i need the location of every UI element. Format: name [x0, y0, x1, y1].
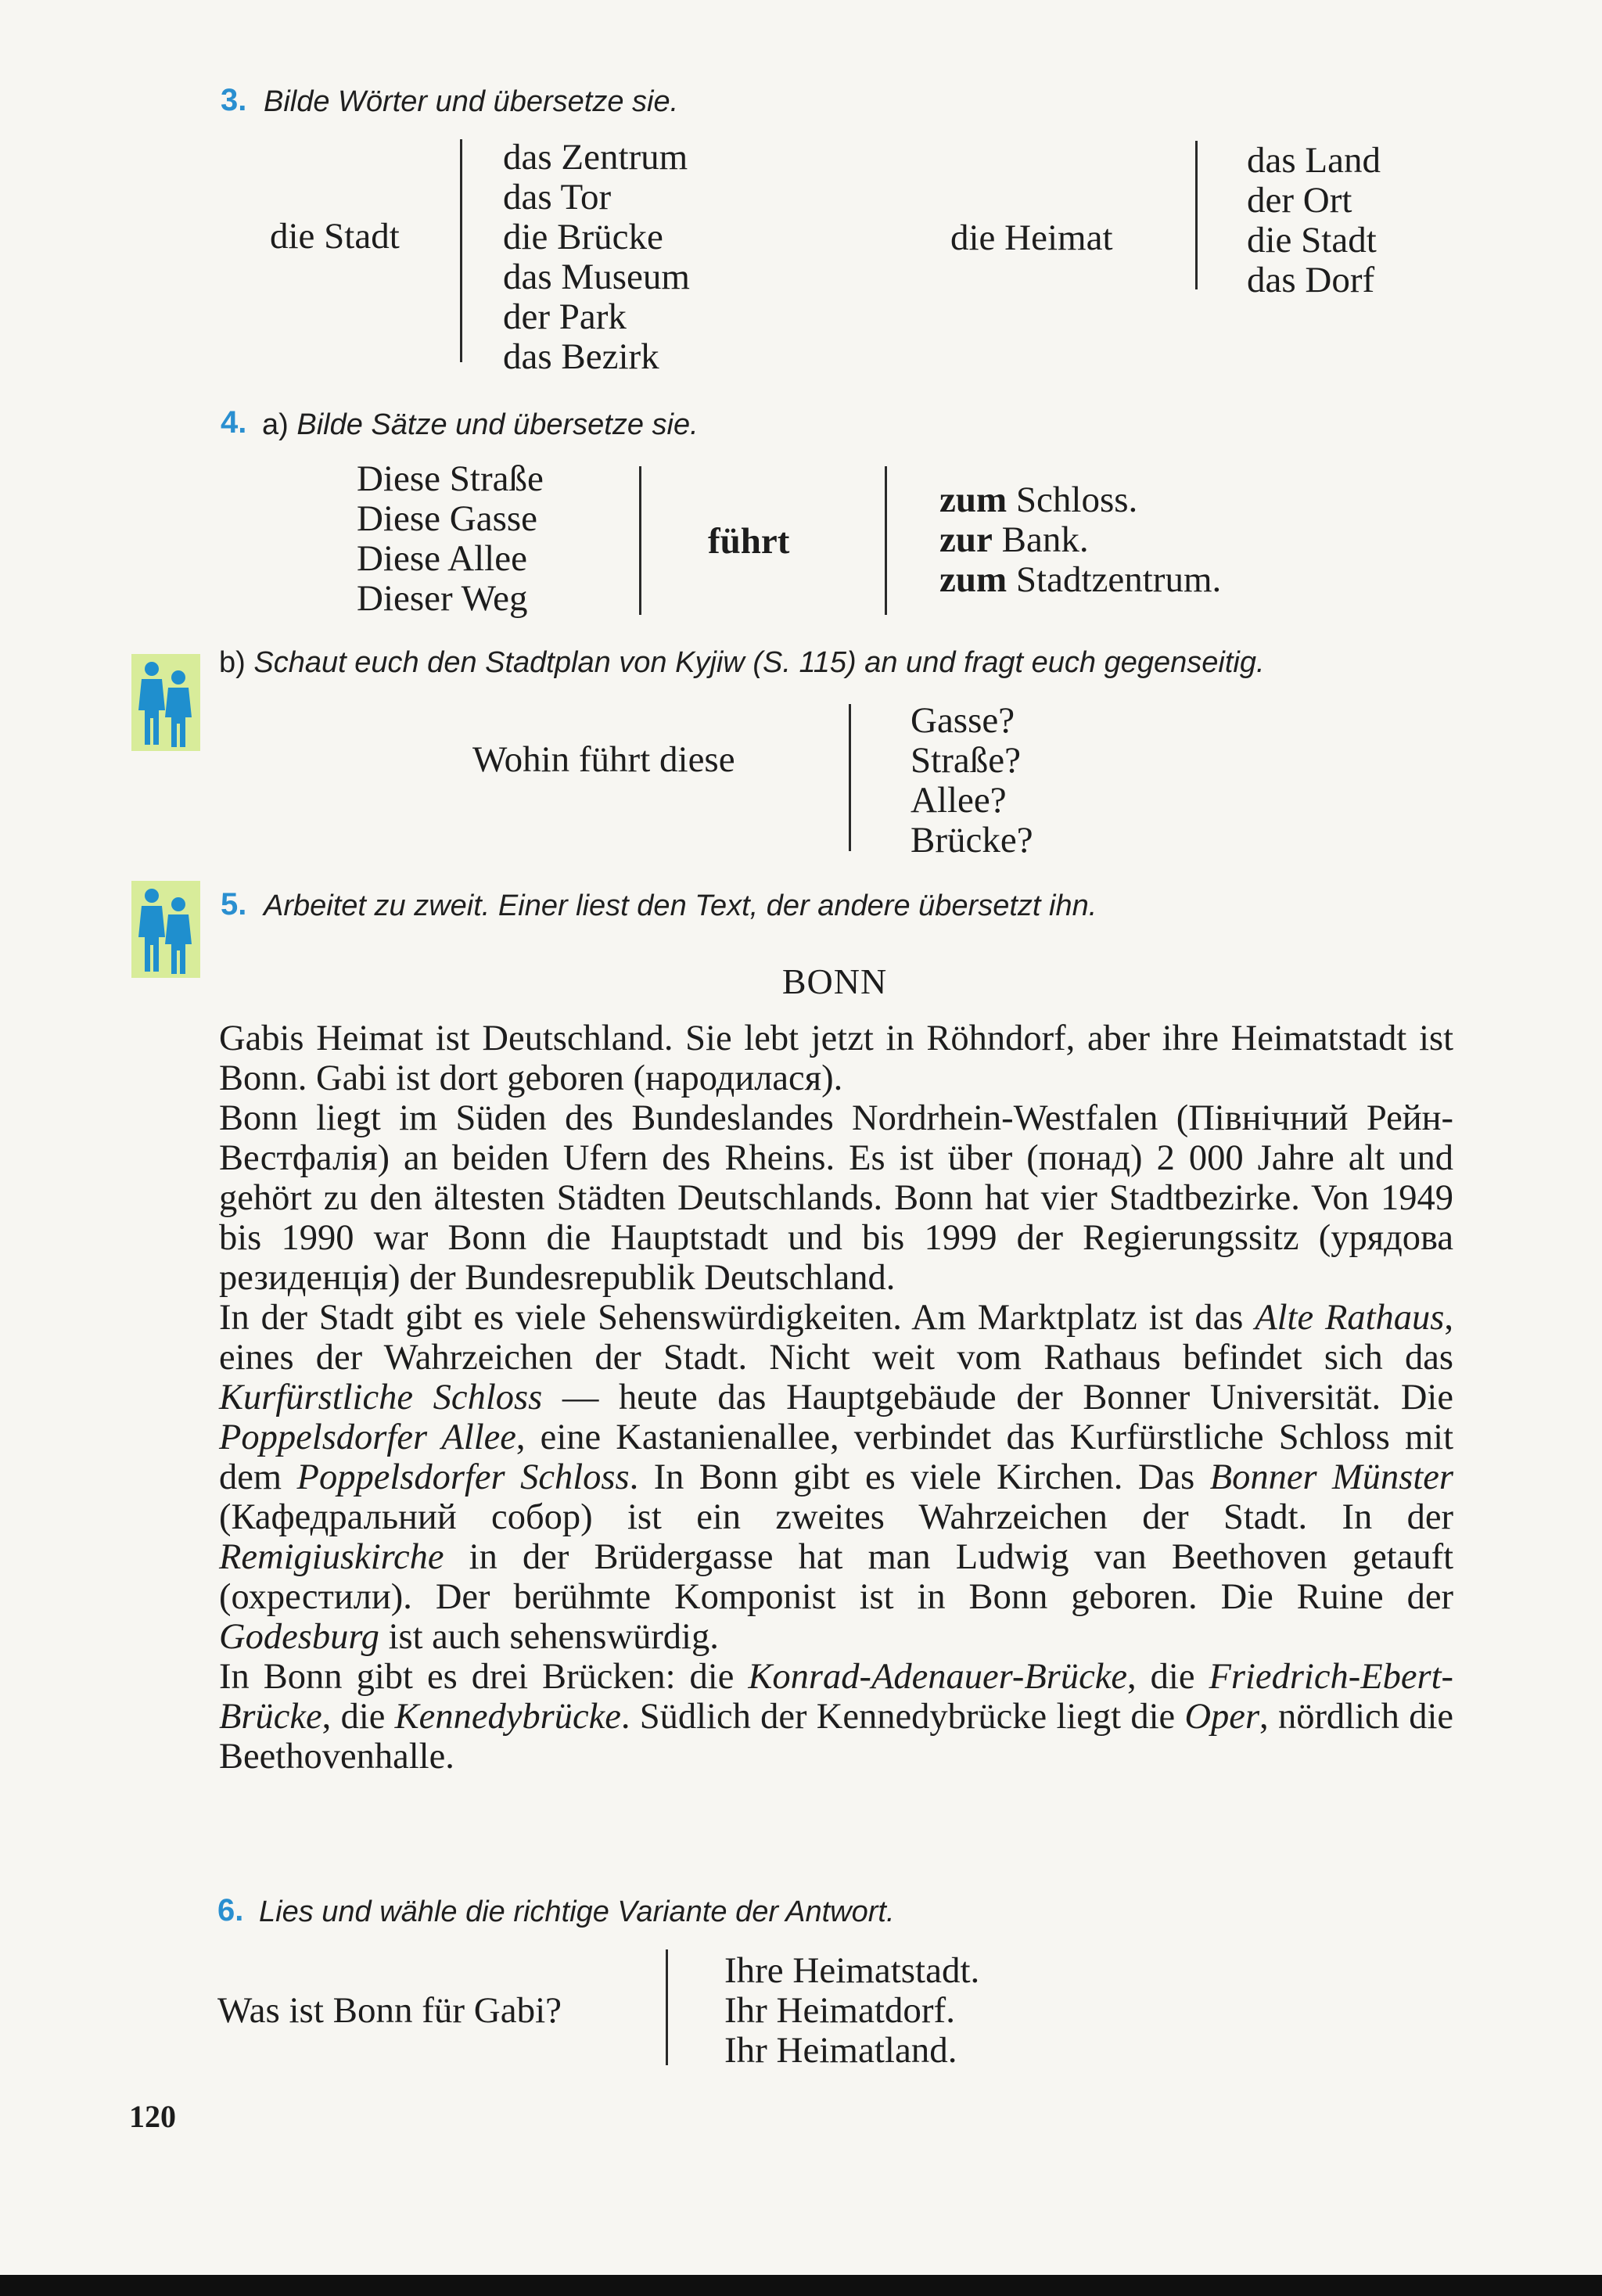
text-segment: , eines der Wahrzeichen der Stadt. Nicht weit vom Rathaus befindet sich das: [219, 1298, 1453, 1378]
paragraph: [219, 1298, 1453, 1657]
ex4-divider-1: [639, 466, 641, 615]
italic-term: Godesburg: [219, 1617, 379, 1657]
option-item: Gasse?: [911, 700, 1015, 741]
ex4-verb: führt: [708, 521, 790, 562]
text-segment: in der Brüdergasse hat man Ludwig van Beethoven getauft (охрестили). Der berühmte Komponist ist in Bonn geboren. Die Ruine der: [219, 1537, 1453, 1617]
ex3-instruction: Bilde Wörter und übersetze sie.: [264, 85, 679, 118]
text-segment: , die: [321, 1697, 395, 1737]
word-item: das Museum: [503, 257, 690, 297]
text-segment: (Кафедральний собор) ist ein zweites Wahrzeichen der Stadt. In der: [219, 1497, 1453, 1537]
italic-term: Kennedybrücke: [394, 1697, 621, 1737]
paragraph: [219, 1657, 1453, 1777]
target-item: zum Schloss.: [939, 480, 1138, 520]
text-segment: , die: [1127, 1657, 1209, 1697]
ex4a-instruction: [262, 408, 699, 442]
italic-term: Poppelsdorfer Allee: [219, 1417, 516, 1457]
word-item: das Bezirk: [503, 336, 659, 377]
ex4-number: 4.: [221, 405, 247, 440]
italic-term: Poppelsdorfer Schloss: [296, 1457, 630, 1497]
ex3-left-divider: [460, 139, 462, 362]
option-item: Ihre Heimatstadt.: [724, 1950, 980, 1991]
italic-term: Friedrich-Ebert-Brücke: [219, 1657, 1454, 1737]
word-item: das Land: [1247, 140, 1381, 181]
word-item: die Stadt: [1247, 220, 1377, 261]
italic-term: Kurfürstliche Schloss: [219, 1378, 543, 1417]
target-item: zur Bank.: [939, 519, 1089, 560]
ex6-question: Was ist Bonn für Gabi?: [217, 1990, 562, 2031]
ex4b-divider: [849, 704, 851, 851]
ex6-number: 6.: [217, 1893, 244, 1928]
ex4b-options: [911, 701, 1033, 861]
option-item: Ihr Heimatdorf.: [724, 1990, 955, 2031]
option-item: Allee?: [911, 780, 1007, 821]
ex4a-marker: a): [262, 408, 289, 441]
text-segment: , nördlich die Beethovenhalle.: [219, 1697, 1453, 1777]
subject-item: Diese Allee: [357, 538, 527, 579]
ex4b-text: Schaut euch den Stadtplan von Kyjiw (S. 115) an und fragt euch gegenseitig.: [253, 646, 1265, 679]
word-item: die Brücke: [503, 217, 663, 257]
text-segment: — heute das Hauptgebäude der Bonner Universität. Die: [542, 1378, 1453, 1417]
word-item: das Dorf: [1247, 260, 1375, 300]
text-segment: . In Bonn gibt es viele Kirchen. Das: [629, 1457, 1210, 1497]
ex4-divider-2: [885, 466, 887, 615]
ex3-left-words: [503, 138, 690, 377]
page-number: 120: [129, 2099, 176, 2134]
word-item: der Park: [503, 296, 627, 337]
italic-term: Remigiuskirche: [219, 1537, 444, 1577]
option-item: Brücke?: [911, 820, 1033, 861]
text-segment: In Bonn gibt es drei Brücken: die: [219, 1657, 749, 1697]
ex5-instruction: Arbeitet zu zweit. Einer liest den Text, der andere übersetzt ihn.: [264, 889, 1097, 922]
word-item: das Zentrum: [503, 137, 688, 178]
italic-term: Konrad-Adenauer-Brücke: [748, 1657, 1127, 1697]
text-title: BONN: [781, 961, 888, 1001]
ex6-divider: [666, 1949, 668, 2065]
subject-item: Diese Gasse: [357, 498, 538, 539]
scan-edge: [0, 2275, 1602, 2296]
ex3-right-words: [1247, 141, 1381, 300]
ex6-instruction: Lies und wähle die richtige Variante der Antwort.: [259, 1895, 895, 1928]
paragraph: Bonn liegt im Süden des Bundeslandes Nordrhein-Westfalen (Північний Рейн-Вестфалія) an beiden Ufern des Rheins. Es ist über (понад) 2 000 Jahre alt und gehört zu den ältesten Städten Deutschlands. Bonn hat vier Stadtbezirke. Von 1949 bis 1990 war Bonn die Hauptstadt und bis 1999 der Regierungssitz (урядова резиденція) der Bundesrepublik Deutschland.: [219, 1098, 1453, 1298]
italic-term: Alte Rathaus: [1255, 1298, 1445, 1338]
subject-item: Dieser Weg: [357, 578, 528, 619]
ex3-number: 3.: [221, 83, 247, 117]
option-item: Ihr Heimatland.: [724, 2030, 957, 2071]
pair-work-icon: [131, 654, 200, 751]
word-item: das Tor: [503, 177, 612, 217]
italic-term: Bonner Münster: [1209, 1457, 1454, 1497]
ex3-left-head: die Stadt: [270, 216, 400, 257]
ex4b-marker: b): [219, 646, 246, 679]
ex3-right-head: die Heimat: [950, 217, 1113, 258]
target-item: zum Stadtzentrum.: [939, 559, 1222, 600]
ex4b-question: Wohin führt diese: [472, 739, 735, 780]
italic-term: Oper: [1184, 1697, 1260, 1737]
word-item: der Ort: [1247, 180, 1352, 221]
subject-item: Diese Straße: [357, 458, 544, 499]
ex6-options: [724, 1951, 979, 2071]
paragraph: Gabis Heimat ist Deutschland. Sie lebt jetzt in Röhndorf, aber ihre Heimatstadt ist Bonn. Gabi ist dort geboren (народилася).: [219, 1019, 1453, 1098]
ex4b-instruction: [219, 646, 1265, 680]
option-item: Straße?: [911, 740, 1021, 781]
ex3-right-divider: [1195, 141, 1198, 289]
ex5-number: 5.: [221, 887, 247, 922]
text-segment: . Südlich der Kennedybrücke liegt die: [620, 1697, 1185, 1737]
text-segment: ist auch sehenswürdig.: [379, 1617, 719, 1657]
ex4-targets: [939, 480, 1221, 600]
text-segment: , eine Kastanienallee, verbindet das Kurfürstliche Schloss mit dem: [219, 1417, 1453, 1497]
reading-text: [219, 1019, 1453, 1777]
text-segment: In der Stadt gibt es viele Sehenswürdigkeiten. Am Marktplatz ist das: [219, 1298, 1255, 1338]
ex4-subjects: [357, 459, 544, 619]
ex4a-text: Bilde Sätze und übersetze sie.: [296, 408, 699, 441]
